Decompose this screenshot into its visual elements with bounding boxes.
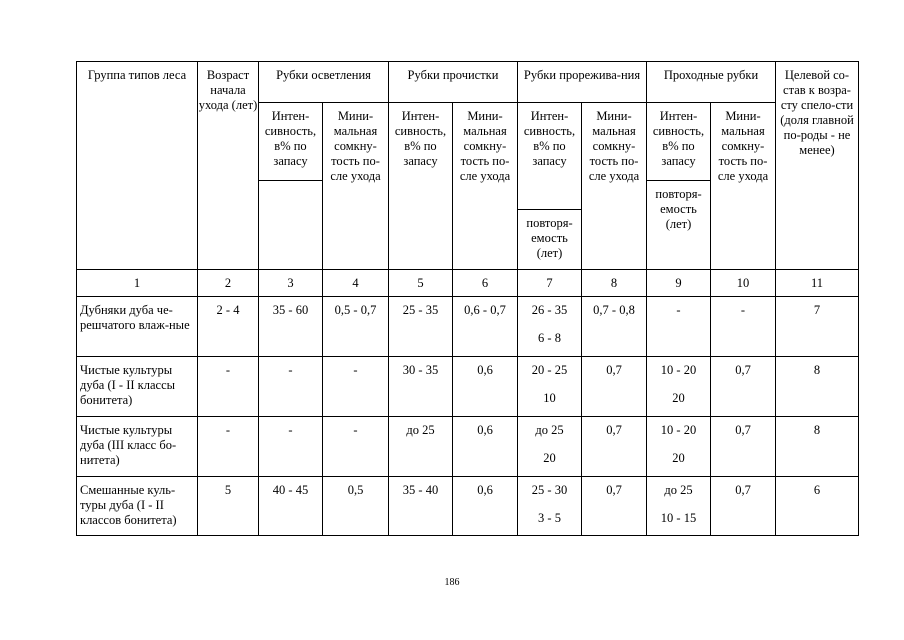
- header-osvetlenie: Рубки осветления: [259, 62, 389, 103]
- target-cell: 8: [776, 417, 859, 477]
- forest-group-cell: Чистые культуры дуба (I - II классы бонитета): [77, 357, 198, 417]
- col-num: 4: [323, 270, 389, 297]
- prokh-cell: [647, 477, 711, 536]
- prokh-intensity-value: -: [676, 303, 681, 317]
- col-num: 11: [776, 270, 859, 297]
- osv-min-cell: -: [323, 417, 389, 477]
- prorezh-repeat-value: 10: [543, 391, 556, 405]
- prokh-repeat-value: 20: [672, 451, 685, 465]
- prorezh-cell: [518, 417, 582, 477]
- col-num: 10: [711, 270, 776, 297]
- header-target: Целевой со-став к возра-сту спело-сти (доля главной по-роды - не менее): [776, 62, 859, 270]
- header-osv-empty: [259, 181, 323, 270]
- osv-min-cell: -: [323, 357, 389, 417]
- column-numbers-row: [77, 270, 859, 297]
- prokh-cell: [647, 297, 711, 357]
- page-number: 186: [444, 577, 460, 588]
- col-num: 5: [389, 270, 453, 297]
- prorezh-intensity-value: до 25: [535, 423, 564, 437]
- prokh-cell: [647, 417, 711, 477]
- header-prokhodnye: Проходные рубки: [647, 62, 776, 103]
- col-num: 9: [647, 270, 711, 297]
- table-row: [77, 357, 859, 417]
- prorezh-cell: [518, 297, 582, 357]
- forest-group-cell: Смешанные куль-туры дуба (I - II классов бонитета): [77, 477, 198, 536]
- prokh-intensity-value: 10 - 20: [660, 363, 697, 377]
- forest-group-cell: Дубняки дуба че-решчатого влаж-ные: [77, 297, 198, 357]
- header-proch-intensity: Интен-сивность, в% по запасу: [389, 103, 453, 270]
- prokh-intensity-value: 10 - 20: [660, 423, 697, 437]
- prorezh-min-cell: 0,7 - 0,8: [582, 297, 647, 357]
- prorezh-repeat-value: 3 - 5: [538, 511, 561, 525]
- table-row: [77, 297, 859, 357]
- header-prokh-min-density: Мини-мальная сомкну-тость по-сле ухода: [711, 103, 776, 270]
- header-prorezh-intensity: Интен-сивность, в% по запасу: [518, 103, 582, 210]
- header-prorezh-repeat: повторя-емость (лет): [518, 210, 582, 270]
- col-num: 3: [259, 270, 323, 297]
- forest-group-cell: Чистые культуры дуба (III класс бо-нитета): [77, 417, 198, 477]
- proch-min-cell: 0,6 - 0,7: [453, 297, 518, 357]
- osv-min-cell: 0,5: [323, 477, 389, 536]
- col-num: 6: [453, 270, 518, 297]
- proch-intensity-cell: до 25: [389, 417, 453, 477]
- header-prokh-repeat: повторя-емость (лет): [647, 181, 711, 270]
- osv-intensity-cell: -: [259, 417, 323, 477]
- age-cell: 2 - 4: [198, 297, 259, 357]
- prokh-min-cell: 0,7: [711, 477, 776, 536]
- prokh-cell: [647, 357, 711, 417]
- header-prochistki: Рубки прочистки: [389, 62, 518, 103]
- prokh-intensity-value: до 25: [664, 483, 693, 497]
- proch-min-cell: 0,6: [453, 417, 518, 477]
- osv-intensity-cell: 35 - 60: [259, 297, 323, 357]
- col-num: 7: [518, 270, 582, 297]
- proch-min-cell: 0,6: [453, 477, 518, 536]
- target-cell: 8: [776, 357, 859, 417]
- age-cell: -: [198, 417, 259, 477]
- header-proch-min-density: Мини-мальная сомкну-тость по-сле ухода: [453, 103, 518, 270]
- forest-care-table: [76, 61, 859, 536]
- prokh-repeat-value: 20: [672, 391, 685, 405]
- target-cell: 6: [776, 477, 859, 536]
- header-osv-min-density: Мини-мальная сомкну-тость по-сле ухода: [323, 103, 389, 270]
- table-row: [77, 417, 859, 477]
- header-prorezh-min-density: Мини-мальная сомкну-тость по-сле ухода: [582, 103, 647, 270]
- prorezh-intensity-value: 25 - 30: [531, 483, 568, 497]
- prorezh-cell: [518, 477, 582, 536]
- prorezh-cell: [518, 357, 582, 417]
- prorezh-repeat-value: 6 - 8: [538, 331, 561, 345]
- table-row: [77, 477, 859, 536]
- col-num: 2: [198, 270, 259, 297]
- header-osv-intensity: Интен-сивность, в% по запасу: [259, 103, 323, 181]
- prorezh-min-cell: 0,7: [582, 417, 647, 477]
- proch-min-cell: 0,6: [453, 357, 518, 417]
- prokh-min-cell: 0,7: [711, 357, 776, 417]
- col-num: 1: [77, 270, 198, 297]
- header-prokh-intensity: Интен-сивность, в% по запасу: [647, 103, 711, 181]
- prorezh-min-cell: 0,7: [582, 357, 647, 417]
- prokh-repeat-value: 10 - 15: [660, 511, 697, 525]
- proch-intensity-cell: 35 - 40: [389, 477, 453, 536]
- proch-intensity-cell: 25 - 35: [389, 297, 453, 357]
- prorezh-intensity-value: 26 - 35: [531, 303, 568, 317]
- prokh-min-cell: -: [711, 297, 776, 357]
- proch-intensity-cell: 30 - 35: [389, 357, 453, 417]
- age-cell: 5: [198, 477, 259, 536]
- prorezh-repeat-value: 20: [543, 451, 556, 465]
- col-num: 8: [582, 270, 647, 297]
- target-cell: 7: [776, 297, 859, 357]
- prokh-min-cell: 0,7: [711, 417, 776, 477]
- header-prorezhivanie: Рубки прорежива-ния: [518, 62, 647, 103]
- age-cell: -: [198, 357, 259, 417]
- osv-intensity-cell: 40 - 45: [259, 477, 323, 536]
- osv-intensity-cell: -: [259, 357, 323, 417]
- header-age: Возраст начала ухода (лет): [198, 62, 259, 270]
- osv-min-cell: 0,5 - 0,7: [323, 297, 389, 357]
- prorezh-intensity-value: 20 - 25: [531, 363, 568, 377]
- header-group: Группа типов леса: [77, 62, 198, 270]
- prorezh-min-cell: 0,7: [582, 477, 647, 536]
